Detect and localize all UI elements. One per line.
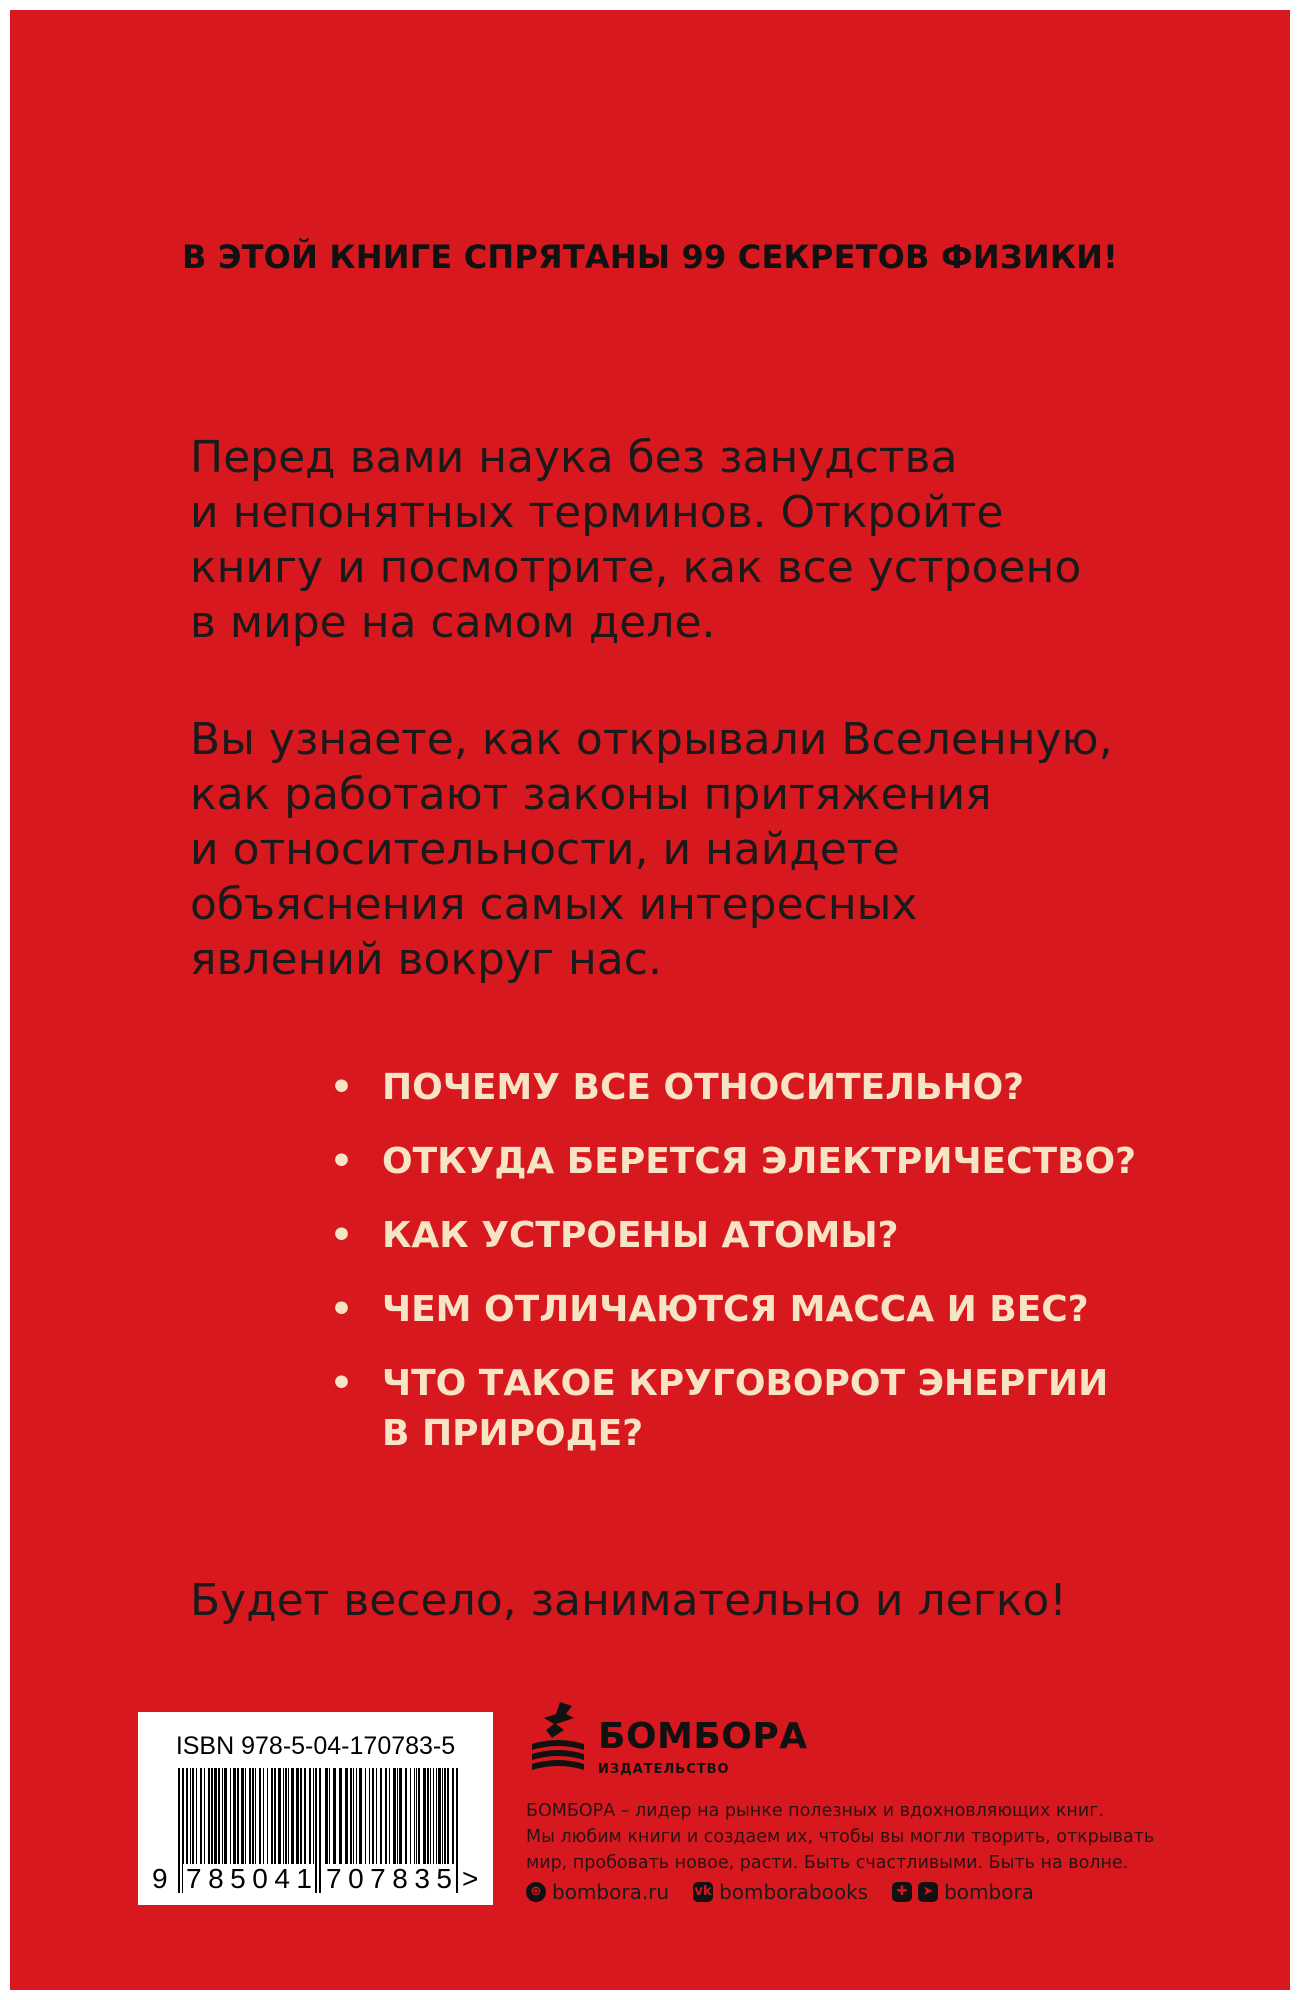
barcode-bar [433,1768,434,1864]
barcode-bar [304,1768,306,1864]
barcode-bar [339,1768,342,1864]
barcode-bar [423,1768,426,1864]
barcode-bar [442,1768,443,1864]
social-website[interactable] [526,1880,669,1904]
intro-line: и непонятных терминов. Откройте [190,487,1004,538]
intro-line: в мире на самом деле. [190,597,716,648]
barcode-bar [230,1768,231,1864]
barcode-bar [245,1768,246,1864]
barcode-bar [283,1768,284,1864]
details-paragraph [190,712,1190,987]
barcode-bar [399,1768,402,1864]
barcode-bar [208,1768,210,1864]
question-text: ПОЧЕМУ ВСЕ ОТНОСИТЕЛЬНО? [382,1067,1025,1108]
barcode-bar [365,1768,366,1864]
intro-line: Перед вами наука без занудства [190,432,958,483]
barcode-guard-bar [315,1768,317,1893]
bullet-icon: • [330,1215,354,1256]
question-text: КАК УСТРОЕНЫ АТОМЫ? [382,1215,899,1256]
barcode-digits-left: 785041 [186,1863,312,1893]
questions-list [330,1063,1136,1483]
isbn-label: ISBN 978-5-04-170783-5 [175,1732,456,1760]
question-text: ОТКУДА БЕРЕТСЯ ЭЛЕКТРИЧЕСТВО? [382,1141,1137,1182]
barcode-bar [285,1768,287,1864]
bullet-icon: • [330,1363,354,1404]
barcode-bar [233,1768,236,1864]
question-text: В ПРИРОДЕ? [382,1413,644,1454]
barcode-bar [397,1768,398,1864]
barcode-bar [369,1768,370,1864]
barcode-bar [389,1768,390,1864]
intro-line: книгу и посмотрите, как все устроено [190,542,1082,593]
vk-icon: vk [693,1882,713,1902]
barcode-bar [200,1768,202,1864]
barcode-bar [291,1768,294,1864]
barcode-icon [150,1768,480,1893]
barcode-bar [192,1768,194,1864]
barcode-bar [416,1768,417,1864]
question-item [330,1137,1136,1187]
question-item [330,1211,1136,1261]
barcode-guard-bar [456,1768,458,1893]
barcode-bar [313,1768,314,1864]
messenger-icon: ✚ [892,1882,912,1902]
barcode-guard-bar [178,1768,180,1893]
details-line: и относительности, и найдете [190,824,900,875]
barcode-bar [249,1768,251,1864]
headline: В ЭТОЙ КНИГЕ СПРЯТАНЫ 99 СЕКРЕТОВ ФИЗИКИ! [182,238,1118,276]
blurb-line: мир, пробовать новое, расти. Быть счастливыми. Быть на волне. [526,1853,1129,1873]
barcode-bar [359,1768,362,1864]
barcode-bar [405,1768,407,1864]
barcode-bar [259,1768,261,1864]
question-text: ЧТО ТАКОЕ КРУГОВОРОТ ЭНЕРГИИ [382,1363,1109,1404]
telegram-icon: ➤ [918,1882,938,1902]
bullet-icon: • [330,1289,354,1330]
barcode-bar [430,1768,431,1864]
publisher-subtitle: ИЗДАТЕЛЬСТВО [598,1762,730,1777]
barcode-bar [252,1768,254,1864]
details-line: объяснения самых интересных [190,879,918,930]
barcode-bar [427,1768,429,1864]
question-item [330,1285,1136,1335]
barcode-bar [274,1768,276,1864]
bullet-icon: • [330,1067,354,1108]
barcode-bar [329,1768,330,1864]
barcode-bar [309,1768,311,1864]
barcode-bar [393,1768,396,1864]
bombora-logo-icon [526,1700,590,1776]
barcode-bar [410,1768,411,1864]
barcode-bar [353,1768,354,1864]
barcode-bar [333,1768,336,1864]
barcode-bar [222,1768,223,1864]
social-messengers[interactable] [892,1880,1034,1904]
barcode-digit-first: 9 [152,1863,168,1893]
barcode-bar [190,1768,191,1864]
barcode-guard-bar [319,1768,321,1893]
barcode-bar [447,1768,449,1864]
publisher-blurb [526,1798,1226,1876]
barcode-bar [385,1768,387,1864]
barcode-bar [241,1768,244,1864]
barcode-bar [444,1768,446,1864]
messenger-label: bombora [944,1880,1034,1904]
barcode-bar [296,1768,299,1864]
barcode-bar [263,1768,264,1864]
barcode-bar [418,1768,420,1864]
book-back-cover [10,10,1290,1990]
barcode-digits-right: 707835 [326,1863,452,1893]
question-text: ЧЕМ ОТЛИЧАЮТСЯ МАССА И ВЕС? [382,1289,1089,1330]
publisher-name: БОМБОРА [598,1716,808,1757]
barcode-panel [138,1712,493,1905]
barcode-bar [356,1768,357,1864]
barcode-bar [186,1768,188,1864]
barcode-bar [376,1768,377,1864]
question-item [330,1063,1136,1113]
barcode-bar [414,1768,415,1864]
barcode-bar [350,1768,352,1864]
question-item [330,1359,1136,1459]
barcode-bar [438,1768,441,1864]
barcode-bar [267,1768,268,1864]
barcode-bar [288,1768,289,1864]
intro-paragraph [190,430,1190,650]
barcode-bar [372,1768,374,1864]
barcode-bar [218,1768,220,1864]
barcode-bar [204,1768,205,1864]
social-vk[interactable] [693,1880,868,1904]
vk-label: bomborabooks [719,1880,869,1904]
details-line: явлений вокруг нас. [190,934,662,985]
barcode-bar [211,1768,213,1864]
barcode-bar [224,1768,227,1864]
website-label: bombora.ru [552,1880,670,1904]
barcode-bar [278,1768,281,1864]
barcode-bar [214,1768,217,1864]
barcode-bar [271,1768,273,1864]
blurb-line: Мы любим книги и создаем их, чтобы вы могли творить, открывать [526,1827,1155,1847]
barcode-bar [436,1768,437,1864]
details-line: Вы узнаете, как открывали Вселенную, [190,714,1113,765]
barcode-bar [325,1768,328,1864]
globe-icon: ⊕ [526,1882,546,1902]
closing-line: Будет весело, занимательно и легко! [190,1575,1067,1626]
social-links [526,1880,1058,1904]
barcode-digit-end: > [462,1863,479,1893]
details-line: как работают законы притяжения [190,769,992,820]
barcode-bar [196,1768,197,1864]
barcode-bar [237,1768,239,1864]
barcode-bar [255,1768,256,1864]
barcode-bar [380,1768,382,1864]
barcode-bar [345,1768,348,1864]
bullet-icon: • [330,1141,354,1182]
barcode-bar [300,1768,302,1864]
blurb-line: БОМБОРА – лидер на рынке полезных и вдохновляющих книг. [526,1801,1104,1821]
